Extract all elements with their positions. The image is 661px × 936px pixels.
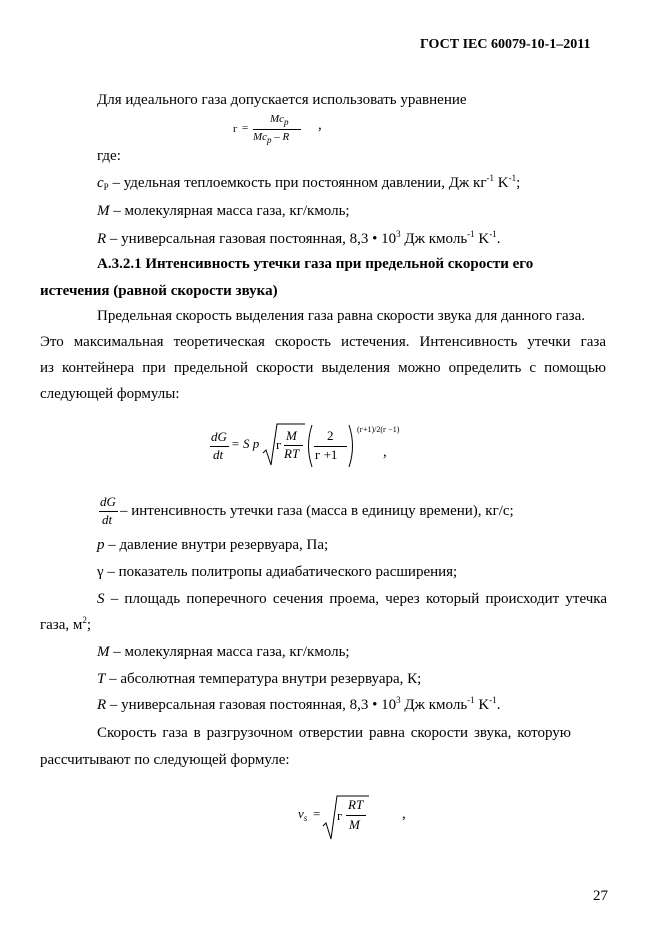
intro-paragraph: Для идеального газа допускается использовать уравнение: [97, 92, 467, 108]
document-header: ГОСТ IEC 60079-10-1–2011: [420, 37, 591, 52]
def-T: T – абсолютная температура внутри резервуара, К;: [97, 671, 422, 687]
def-S-cont: газа, $м^2$;: [40, 615, 92, 633]
eq2-eq-S-p: = S p: [231, 436, 260, 451]
eq2-gp1: г +1: [315, 447, 338, 462]
eq3-M: M: [349, 817, 360, 832]
para2-line2: Это максимальная теоретическая скорость истечения. Интенсивность утечки газа: [40, 334, 606, 350]
para2-line1: Предельная скорость выделения газа равна скорости звука для данного газа.: [97, 308, 586, 324]
section-heading-line2: истечения (равной скорости звука): [40, 283, 278, 299]
def-p: p – давление внутри резервуара, Па;: [97, 537, 329, 553]
eq3-frac-bar: [346, 815, 366, 816]
eq3-equals: =: [313, 806, 321, 821]
eq3-RT: RT: [348, 797, 364, 812]
eq2-exponent: (г+1)/2(г −1): [357, 425, 400, 434]
where-label: где:: [97, 148, 121, 164]
section-heading: A.3.2.1 Интенсивность утечки газа при предельной скорости его: [97, 256, 534, 272]
para3-line2: рассчитывают по следующей формуле:: [40, 752, 290, 768]
def-M2: M – молекулярная масса газа, кг/кмоль;: [97, 644, 350, 660]
eq1-equals: =: [242, 122, 249, 134]
def-dt: dt: [102, 512, 113, 527]
eq1-fraction-bar: [253, 129, 301, 130]
eq1-numerator: $Mc_p$: [270, 113, 289, 127]
page-number: 27: [593, 888, 608, 904]
eq1-comma: ,: [318, 117, 322, 133]
def-cp: $c_P$ – удельная теплоемкость при постоянном давлении, Дж $кг^{-1}$ $K^{-1}$;: [97, 173, 521, 192]
eq1-denominator: $Mc_p$ – R: [253, 131, 290, 145]
eq2-RT: RT: [284, 446, 300, 461]
para2-line4: следующей формулы:: [40, 386, 180, 402]
para2-line3: из контейнера при предельной скорости выделения можно определить с помощью: [40, 360, 606, 376]
def-dGdt-text: – интенсивность утечки газа (масса в единицу времени), кг/с;: [120, 503, 514, 519]
def-dG: dG: [100, 494, 116, 509]
eq2-dG: dG: [211, 429, 227, 444]
eq2-left-paren: [304, 424, 314, 468]
eq2-M: M: [286, 428, 297, 443]
def-gamma: γ – показатель политропы адиабатического расширения;: [97, 564, 458, 580]
def-S: S – площадь поперечного сечения проема, через который происходит утечка: [97, 591, 607, 607]
eq3-g: г: [337, 808, 343, 823]
eq2-comma: ,: [383, 444, 387, 460]
para3-line1: Скорость газа в разгрузочном отверстии равна скорости звука, которую: [97, 725, 571, 741]
eq2-dt: dt: [213, 447, 224, 462]
eq3-v: $v_s$: [298, 806, 308, 823]
eq3-comma: ,: [402, 806, 406, 822]
def-M: M – молекулярная масса газа, кг/кмоль;: [97, 203, 350, 219]
def-R: R – универсальная газовая постоянная, 8,3 • $10^3$ Дж кмоль$^{-1}$ $K^{-1}$.: [97, 229, 501, 247]
eq2-two: 2: [327, 428, 334, 443]
eq2-root-g: г: [276, 437, 282, 452]
eq2-right-paren: [347, 424, 357, 468]
eq1-lhs: г: [233, 123, 238, 135]
def-R2: R – универсальная газовая постоянная, 8,3 • $10^3$ Дж кмоль$^{-1}$ $K^{-1}$.: [97, 695, 501, 713]
